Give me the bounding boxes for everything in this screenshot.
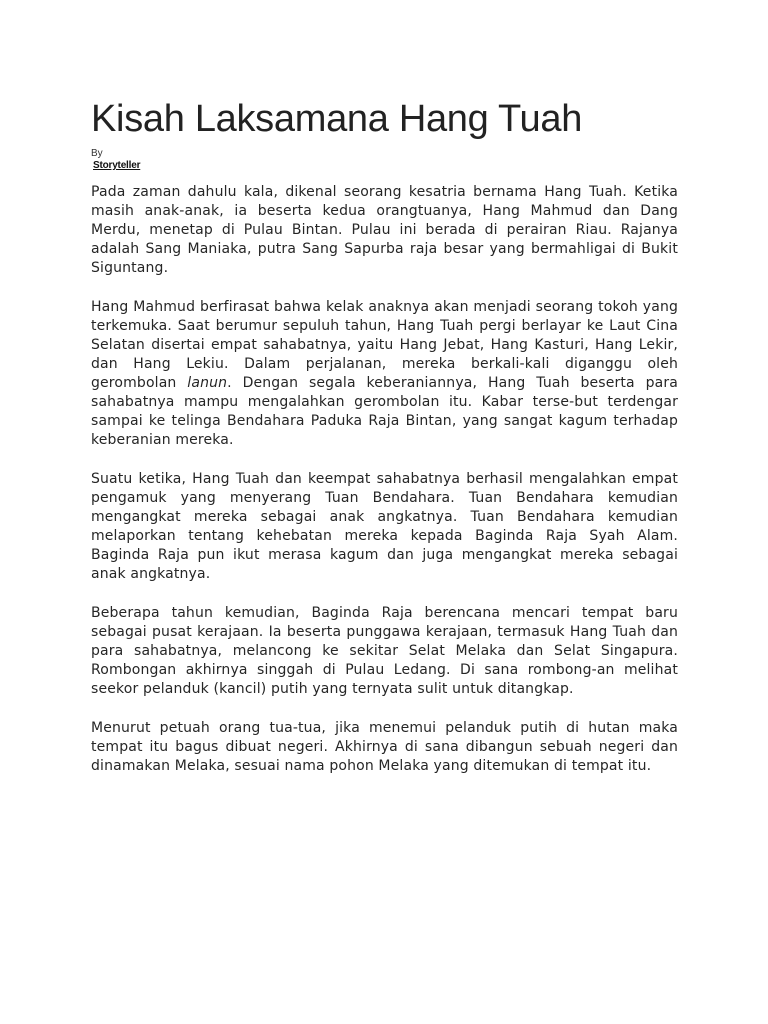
document-title: Kisah Laksamana Hang Tuah: [91, 98, 583, 140]
paragraph-2-text-after: . Dengan segala keberaniannya, Hang Tuah beserta para sahabatnya mampu mengalahkan gerombolan itu. Kabar terse-but terdengar sampai ke telinga Bendahara Paduka Raja Bintan, yang sangat kagum terhadap keberanian mereka.: [91, 375, 678, 448]
paragraph-5: Menurut petuah orang tua-tua, jika menemui pelanduk putih di hutan maka tempat itu bagus dibuat negeri. Akhirnya di sana dibangun sebuah negeri dan dinamakan Melaka, sesuai nama pohon Melaka yang ditemukan di tempat itu.: [91, 720, 678, 774]
paragraph-2-italic-term: lanun: [187, 375, 228, 391]
paragraph-2: [91, 298, 678, 450]
paragraph-1: Pada zaman dahulu kala, dikenal seorang kesatria bernama Hang Tuah. Ketika masih anak-anak, ia beserta kedua orangtuanya, Hang Mahmud dan Dang Merdu, menetap di Pulau Bintan. Pulau ini berada di perairan Riau. Rajanya adalah Sang Maniaka, putra Sang Sapurba raja besar yang bermahligai di Bukit Siguntang.: [91, 184, 678, 276]
byline-label: By: [91, 148, 103, 159]
author-link[interactable]: Storyteller: [93, 160, 141, 171]
paragraph-4: Beberapa tahun kemudian, Baginda Raja berencana mencari tempat baru sebagai pusat kerajaan. Ia beserta punggawa kerajaan, termasuk Hang Tuah dan para sahabatnya, melancong ke sekitar Selat Melaka dan Selat Singapura. Rombongan akhirnya singgah di Pulau Ledang. Di sana rombong-an melihat seekor pelanduk (kancil) putih yang ternyata sulit untuk ditangkap.: [91, 605, 678, 697]
paragraph-3: Suatu ketika, Hang Tuah dan keempat sahabatnya berhasil mengalahkan empat pengamuk yang menyerang Tuan Bendahara. Tuan Bendahara kemudian mengangkat mereka sebagai anak angkatnya. Tuan Bendahara kemudian melaporkan tentang kehebatan mereka kepada Baginda Raja Syah Alam. Baginda Raja pun ikut merasa kagum dan juga mengangkat mereka sebagai anak angkatnya.: [91, 471, 678, 582]
story-body: [91, 183, 678, 796]
paragraph-2-text-before: Hang Mahmud berfirasat bahwa kelak anaknya akan menjadi seorang tokoh yang terkemuka. Saat berumur sepuluh tahun, Hang Tuah pergi berlayar ke Laut Cina Selatan disertai empat sahabatnya, yaitu Hang Jebat, Hang Kasturi, Hang Lekir, dan Hang Lekiu. Dalam perjalanan, mereka berkali-kali diganggu oleh gerombolan: [91, 299, 678, 391]
